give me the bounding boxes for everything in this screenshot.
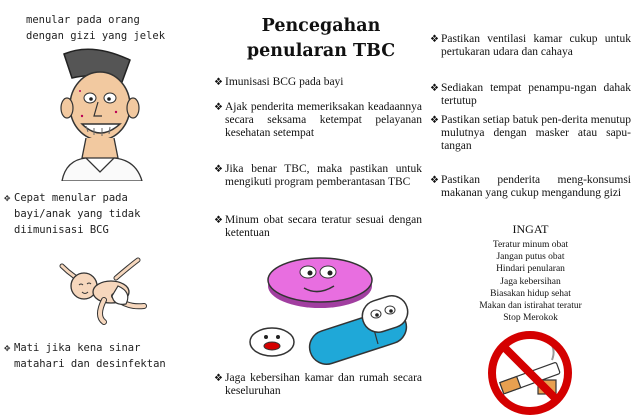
right-column [430,0,635,418]
ingat-title: INGAT [512,222,549,236]
pills-illustration [238,244,418,366]
ingat-item: Jaga kebersihan [500,276,561,287]
right-item-4: ❖ Pastikan penderita meng-konsumsi makanan yang cukup mengandung gizi [430,174,631,199]
diamond-bullet-icon: ❖ [430,34,439,45]
baby-illustration [56,256,151,326]
middle-item-1: ❖ Imunisasi BCG pada bayi [214,76,344,88]
diamond-bullet-icon: ❖ [214,215,223,226]
ingat-item: Makan dan istirahat teratur [479,301,582,312]
right-item-2: ❖ Sediakan tempat penampu-ngan dahak tertutup [430,82,631,107]
left-top-text: menular pada orang dengan gizi yang jelek [26,14,166,42]
ingat-item: Teratur minum obat [492,240,569,250]
left-item-sunlight: ✥ Mati jika kena sinar matahari dan desinfektan [4,342,166,370]
ingat-item: Hindari penularan [496,264,565,275]
diamond-cross-icon: ✥ [4,192,11,204]
middle-item-5: ❖ Jaga kebersihan kamar dan rumah secara keseluruhan [214,372,422,397]
middle-column [214,0,426,418]
right-item-1: ❖ Pastikan ventilasi kamar cukup untuk pertukaran udara dan cahaya [430,33,631,58]
middle-item-2: ❖ Ajak penderita memeriksakan keadaannya secara seksama ketempat pelayanan kesehatan setempat [214,101,422,139]
diamond-bullet-icon: ❖ [214,373,223,384]
middle-item-4: ❖ Minum obat secara teratur sesuai dengan ketentuan [214,214,422,239]
page-title: Pencegahan penularan TBC [246,16,396,61]
diamond-bullet-icon: ❖ [214,164,223,175]
right-item-3: ❖ Pastikan setiap batuk pen-derita menutup mulutnya dengan masker atau sapu-tangan [430,114,631,152]
diamond-bullet-icon: ❖ [214,102,223,113]
diamond-bullet-icon: ❖ [430,175,439,186]
ingat-item: Stop Merokok [503,313,558,324]
sick-man-illustration [52,46,152,181]
middle-item-3: ❖ Jika benar TBC, maka pastikan untuk mengikuti program pemberantasan TBC [214,163,422,188]
diamond-bullet-icon: ❖ [430,115,439,126]
diamond-bullet-icon: ❖ [430,83,439,94]
ingat-item: Jangan putus obat [496,252,565,263]
diamond-cross-icon: ✥ [4,342,11,354]
left-column [0,0,210,418]
ingat-list [430,239,631,324]
left-item-immunization: ✥ Cepat menular pada bayi/anak yang tidak diimunisasi BCG [4,192,141,236]
ingat-item: Biasakan hidup sehat [490,288,571,299]
no-smoking-icon [486,330,574,416]
diamond-bullet-icon: ❖ [214,77,223,88]
